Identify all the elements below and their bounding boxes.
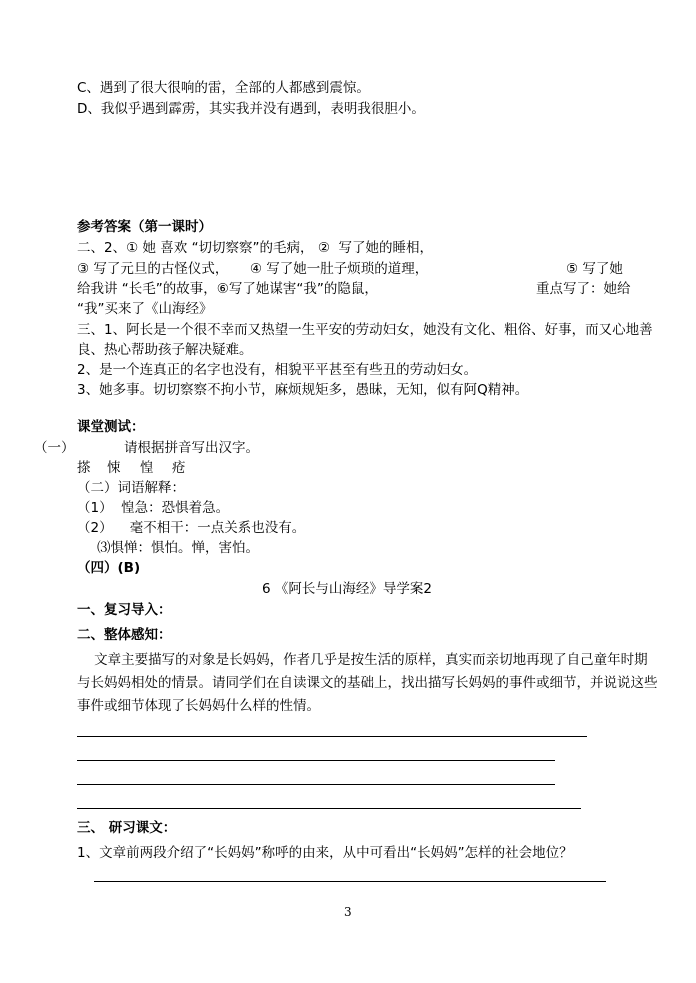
test-part1-label: （一） bbox=[34, 440, 75, 456]
option-c: C、遇到了很大很响的雷，全部的人都感到震惊。 bbox=[77, 80, 370, 96]
guide-section-2: 二、整体感知： bbox=[77, 627, 172, 643]
test-part1-text: 请根据拼音写出汉字。 bbox=[124, 440, 259, 456]
answer-blank-line[interactable] bbox=[94, 881, 606, 882]
test-char-2: 悚 bbox=[107, 460, 121, 476]
answer-line-5: 三、1、阿长是一个很不幸而又热望一生平安的劳动妇女，她没有文化、粗俗、好事，而又心地善 bbox=[77, 322, 653, 338]
page-number: 3 bbox=[344, 905, 352, 919]
test-char-4: 疮 bbox=[172, 460, 186, 476]
guide-question-1: 1、文章前两段介绍了“长妈妈”称呼的由来，从中可看出“长妈妈”怎样的社会地位？ bbox=[77, 845, 573, 861]
test-part2-title: （二）词语解释： bbox=[77, 480, 185, 496]
answer-line-3b: 重点写了：她给 bbox=[536, 281, 631, 297]
guide-para-1: 文章主要描写的对象是长妈妈，作者几乎是按生活的原样，真实而亲切地再现了自己童年时期 bbox=[77, 652, 648, 668]
answer-blank-line[interactable] bbox=[77, 784, 555, 785]
guide-para-3: 事件或细节体现了长妈妈什么样的性情。 bbox=[77, 698, 320, 714]
answers-title: 参考答案（第一课时） bbox=[77, 219, 212, 235]
answer-line-8: 3、她多事。切切察察不拘小节，麻烦规矩多，愚昧，无知，似有阿Q精神。 bbox=[77, 382, 529, 398]
test-item-1: （1） 惶急：恐惧着急。 bbox=[77, 500, 230, 516]
answer-blank-line[interactable] bbox=[77, 760, 555, 761]
test-char-3: 惶 bbox=[140, 460, 154, 476]
answer-line-2a: ③ 写了元旦的古怪仪式， ④ 写了她一肚子烦琐的道理， bbox=[77, 261, 429, 277]
test-item-2: （2） 毫不相干：一点关系也没有。 bbox=[77, 520, 306, 536]
guide-para-2: 与长妈妈相处的情景。请同学们在自读课文的基础上，找出描写长妈妈的事件或细节，并说说这些 bbox=[77, 675, 658, 691]
answer-line-6: 良、热心帮助孩子解决疑难。 bbox=[77, 342, 253, 358]
test-part4: （四）(B) bbox=[77, 560, 141, 576]
option-d: D、我似乎遇到霹雳，其实我并没有遇到，表明我很胆小。 bbox=[77, 101, 425, 117]
answer-blank-line[interactable] bbox=[77, 736, 587, 737]
guide-section-3: 三、 研习课文： bbox=[77, 820, 177, 836]
answer-blank-line[interactable] bbox=[77, 808, 581, 809]
answer-line-2b: ⑤ 写了她 bbox=[566, 261, 623, 277]
test-item-3: ⑶惧惮：惧怕。惮，害怕。 bbox=[97, 540, 259, 556]
guide-section-1: 一、复习导入： bbox=[77, 602, 172, 618]
answer-line-3a: 给我讲 “长毛”的故事，⑥写了她谋害“我”的隐鼠， bbox=[77, 281, 378, 297]
answer-line-1: 二、2、① 她 喜欢 “切切察察”的毛病， ② 写了她的睡相， bbox=[77, 240, 434, 256]
test-char-1: 搽 bbox=[77, 460, 91, 476]
answer-line-4: “我”买来了《山海经》 bbox=[77, 301, 213, 317]
test-title: 课堂测试： bbox=[77, 419, 145, 435]
answer-line-7: 2、是一个连真正的名字也没有，相貌平平甚至有些丑的劳动妇女。 bbox=[77, 362, 478, 378]
guide-title: 6 《阿长与山海经》导学案2 bbox=[262, 581, 432, 597]
